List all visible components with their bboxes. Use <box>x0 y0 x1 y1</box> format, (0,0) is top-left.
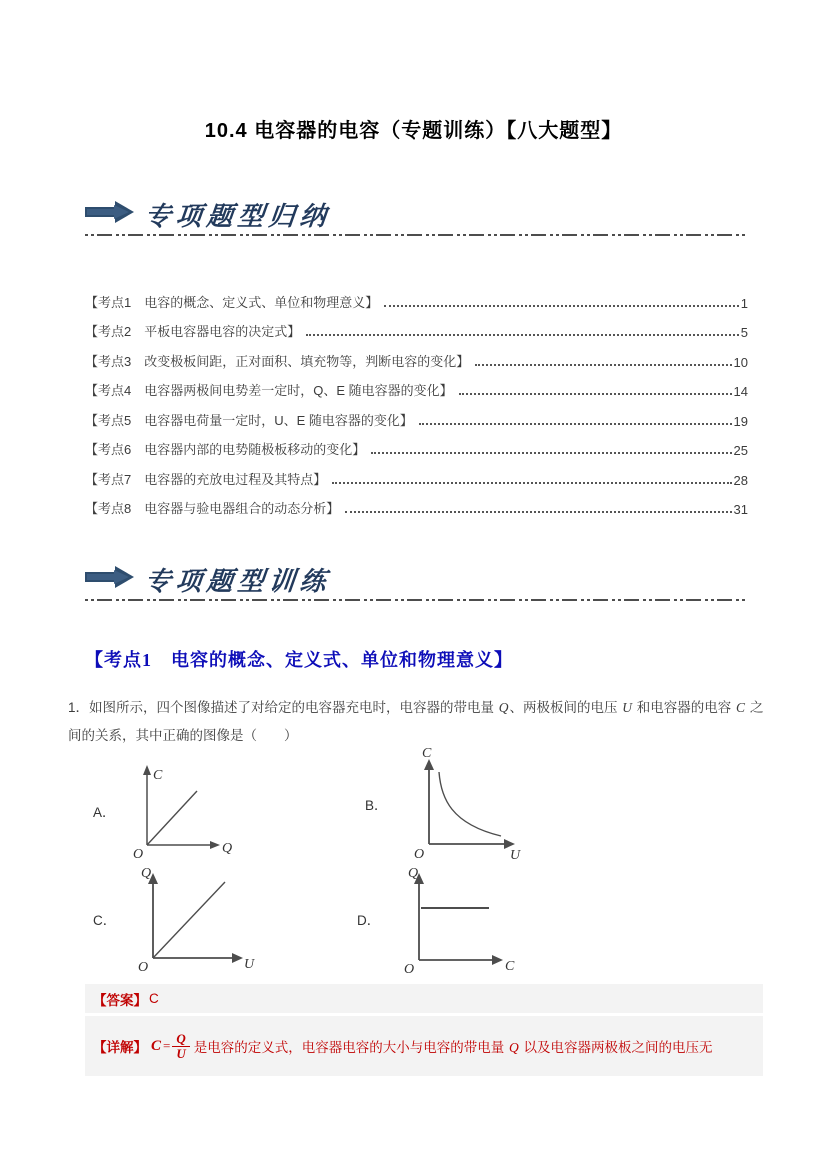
toc-item <box>85 343 748 373</box>
dot-leader <box>475 364 731 366</box>
toc-item <box>85 314 748 344</box>
option-c-letter: C． <box>93 913 117 928</box>
formula-equals: = <box>163 1038 171 1053</box>
origin-label: O <box>414 847 425 861</box>
answer-value: C <box>149 991 159 1006</box>
option-c-graph <box>117 864 267 974</box>
toc-item-label: 【考点6 电容器内部的电势随极板移动的变化】 <box>85 442 366 457</box>
section-banner-summary <box>85 196 331 233</box>
toc-item-label: 【考点1 电容的概念、定义式、单位和物理意义】 <box>85 294 379 310</box>
banner-title-training: 专项题型训练 <box>143 567 333 596</box>
explanation-label: 【详解】 <box>93 1040 147 1055</box>
option-a <box>93 761 242 861</box>
toc-item-label: 【考点4 电容器两极间电势差一定时，Q、E 随电容器的变化】 <box>85 383 453 398</box>
block-arrow-icon <box>85 200 135 229</box>
origin-label: O <box>133 847 144 861</box>
banner-title-summary: 专项题型归纳 <box>143 202 333 231</box>
option-c <box>93 864 267 974</box>
question-text: 如图所示，四个图像描述了对给定的电容器充电时，电容器的带电量 Q、两极板间的电压 U 和电容器的电容 C 之间的关系，其中正确的图像是（ ） <box>68 700 764 743</box>
origin-label: O <box>138 960 149 974</box>
dot-leader <box>459 393 732 395</box>
toc-item-label: 【考点7 电容器的充放电过程及其特点】 <box>85 471 327 487</box>
toc-page-number: 1 <box>740 295 748 311</box>
toc-item <box>85 491 748 521</box>
x-axis-label: C <box>505 959 515 974</box>
dot-leader <box>384 305 739 307</box>
toc-page-number: 14 <box>733 384 748 399</box>
option-d-letter: D． <box>357 913 381 928</box>
toc-item <box>85 461 748 491</box>
option-b-graph <box>389 746 524 861</box>
dot-leader <box>419 423 732 425</box>
options-row-1 <box>85 746 524 861</box>
toc-item-label: 【考点8 电容器与验电器组合的动态分析】 <box>85 501 340 516</box>
y-axis-label: C <box>422 746 432 761</box>
y-axis-label: C <box>153 768 163 783</box>
option-d <box>357 864 521 974</box>
formula-lhs: C <box>151 1037 162 1054</box>
toc-page-number: 19 <box>733 413 748 429</box>
toc-item <box>85 402 748 432</box>
capacitance-formula <box>151 1032 190 1060</box>
toc-page-number: 28 <box>733 472 748 488</box>
toc-item <box>85 373 748 403</box>
dot-leader <box>345 511 731 513</box>
answer-line <box>85 984 763 1013</box>
section-banner-training <box>85 561 331 598</box>
x-axis-label: Q <box>222 841 233 856</box>
y-axis-label: Q <box>408 866 419 881</box>
toc-page-number: 5 <box>740 325 748 340</box>
explanation-line <box>85 1016 763 1076</box>
toc-page-number: 10 <box>733 354 748 370</box>
x-axis-label: U <box>244 957 255 972</box>
dot-leader <box>332 482 731 484</box>
table-of-contents <box>85 284 748 520</box>
question-number: 1． <box>68 700 90 715</box>
toc-page-number: 31 <box>733 502 748 517</box>
question-1 <box>68 694 768 750</box>
toc-item <box>85 284 748 314</box>
formula-fraction <box>172 1032 189 1060</box>
block-arrow-icon <box>85 565 135 594</box>
option-a-letter: A． <box>93 805 116 820</box>
divider-line <box>85 234 745 236</box>
origin-label: O <box>404 962 415 974</box>
dot-leader <box>306 334 739 336</box>
options-row-2 <box>85 864 521 974</box>
option-b <box>365 746 524 861</box>
toc-page-number: 25 <box>733 443 748 458</box>
topic1-heading: 【考点1 电容的概念、定义式、单位和物理意义】 <box>85 650 513 670</box>
y-axis-label: Q <box>141 866 152 881</box>
option-b-letter: B． <box>365 797 388 813</box>
toc-item-label: 【考点2 平板电容器电容的决定式】 <box>85 324 301 339</box>
option-a-graph <box>117 761 242 861</box>
x-axis-label: U <box>510 848 521 861</box>
fraction-numerator: Q <box>176 1030 186 1046</box>
answer-label: 【答案】 <box>93 992 147 1008</box>
fraction-denominator: U <box>172 1046 189 1061</box>
divider-line <box>85 599 745 601</box>
explanation-text: 是电容的定义式，电容器电容的大小与电容的带电量 Q 以及电容器两极板之间的电压无 <box>193 1040 713 1055</box>
toc-item-label: 【考点3 改变极板间距，正对面积、填充物等，判断电容的变化】 <box>85 353 470 369</box>
toc-item <box>85 432 748 462</box>
page-title: 10.4 电容器的电容（专题训练）【八大题型】 <box>204 120 623 142</box>
dot-leader <box>371 452 731 454</box>
toc-item-label: 【考点5 电容器电荷量一定时，U、E 随电容器的变化】 <box>85 412 413 428</box>
option-d-graph <box>381 864 521 974</box>
